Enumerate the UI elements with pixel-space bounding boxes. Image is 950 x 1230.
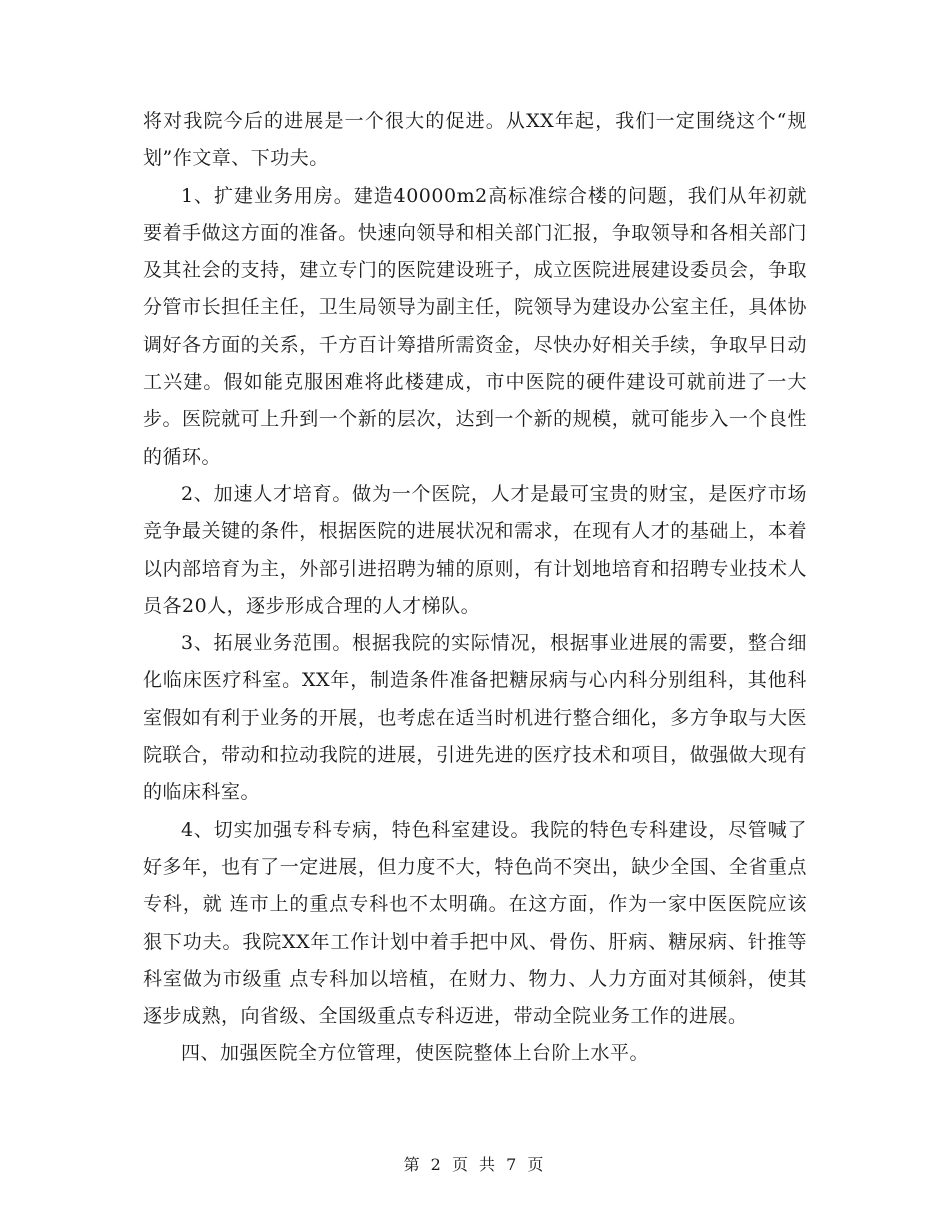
paragraph-expand-buildings: 1、扩建业务用房。建造40000m2高标准综合楼的问题，我们从年初就要着手做这方面的准备。快速向领导和相关部门汇报，争取领导和各相关部门及其社会的支持，建立专门的医院建设班子，成立医院进展建设委员会，争取分管市长担任主任，卫生局领导为副主任，院领导为建设办公室主任，具体协调好各方面的关系，千方百计筹措所需资金，尽快办好相关手续，争取早日动工兴建。假如能克服困难将此楼建成，市中医院的硬件建设可就前进了一大步。医院就可上升到一个新的层次，达到一个新的规模，就可能步入一个良性的循环。 [143, 184, 807, 468]
paragraph-section-four-heading: 四、加强医院全方位管理，使医院整体上台阶上水平。 [181, 1042, 650, 1065]
paragraph-expand-business: 3、拓展业务范围。根据我院的实际情况，根据事业进展的需要，整合细化临床医疗科室。XX年，制造条件准备把糖尿病与心内科分别组科，其他科室假如有利于业务的开展，也考虑在适当时机进行整合细化，多方争取与大医院联合，带动和拉动我院的进展，引进先进的医疗技术和项目，做强做大现有的临床科室。 [143, 632, 807, 804]
paragraph-intro-continuation: 将对我院今后的进展是一个很大的促进。从XX年起，我们一定围绕这个“规划”作文章、下功夫。 [143, 110, 807, 170]
document-body [143, 103, 807, 1073]
paragraph-talent-training: 2、加速人才培育。做为一个医院，人才是最可宝贵的财宝，是医疗市场竞争最关键的条件，根据医院的进展状况和需求，在现有人才的基础上，本着以内部培育为主，外部引进招聘为辅的原则，有计划地培育和招聘专业技术人员各20人，逐步形成合理的人才梯队。 [143, 482, 807, 617]
page-number: 第 2 页 共 7 页 [403, 1155, 547, 1174]
paragraph-specialty-departments: 4、切实加强专科专病，特色科室建设。我院的特色专科建设，尽管喊了好多年，也有了一定进展，但力度不大，特色尚不突出，缺少全国、全省重点专科，就 连市上的重点专科也不太明确。在这方面，作为一家中医医院应该狠下功夫。我院XX年工作计划中着手把中风、骨伤、肝病、糖尿病、针推等科室做为市级重 点专科加以培植，在财力、物力、人力方面对其倾斜，使其逐步成熟，向省级、全国级重点专科迈进，带动全院业务工作的进展。 [143, 818, 807, 1028]
page-footer [0, 1152, 950, 1175]
